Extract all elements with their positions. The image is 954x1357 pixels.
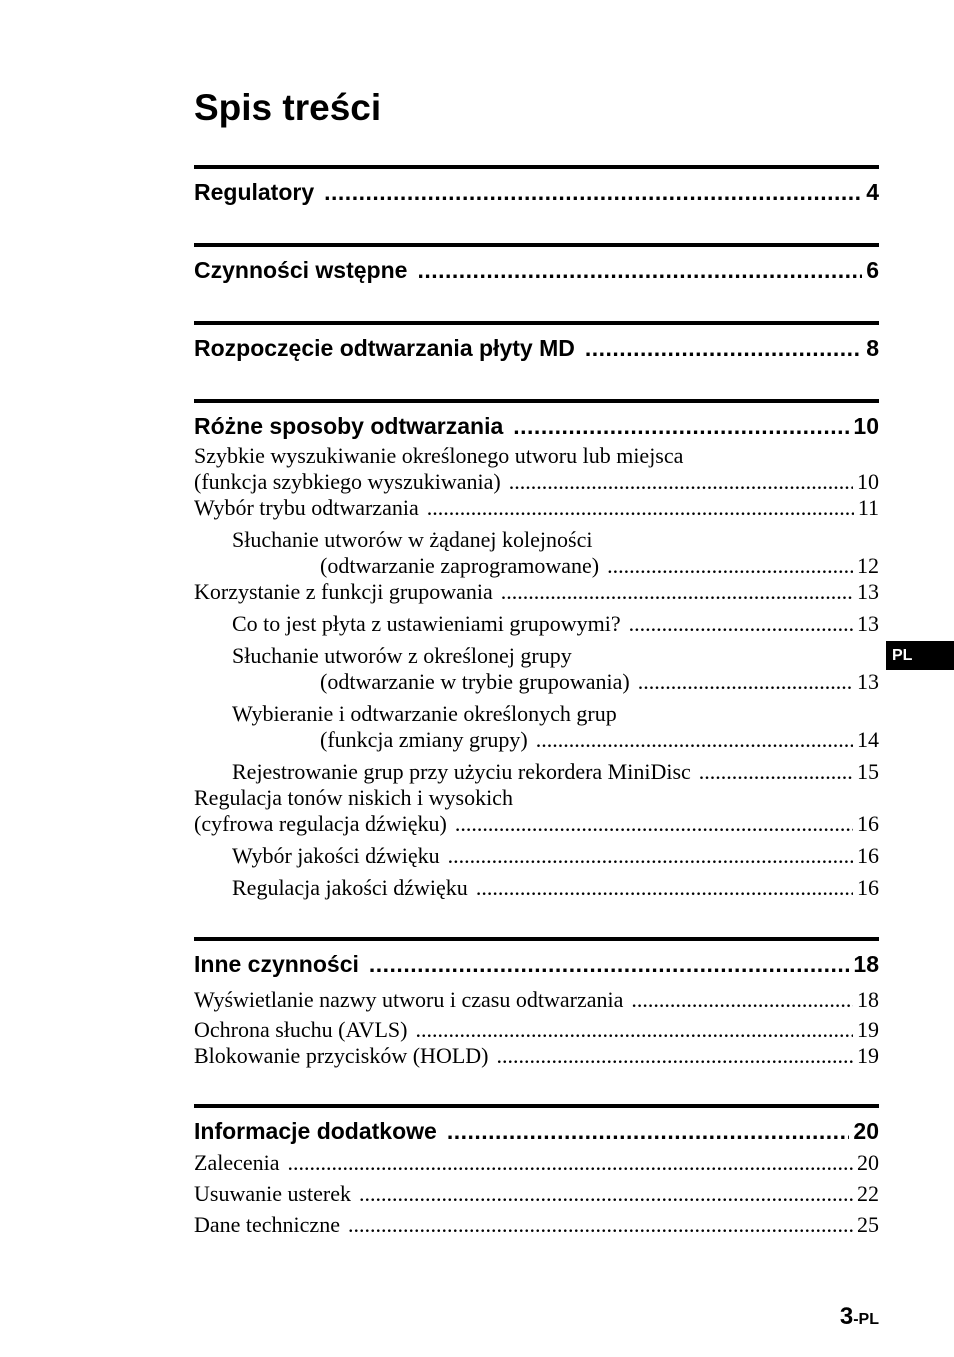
toc-entry-page: 19	[857, 1017, 879, 1042]
dot-leader	[513, 411, 849, 441]
toc-entry[interactable]	[194, 579, 879, 605]
dot-leader	[427, 495, 854, 521]
toc-entry-page: 25	[857, 1212, 879, 1237]
page-title: Spis treści	[194, 87, 382, 128]
toc-heading[interactable]	[194, 411, 879, 441]
toc-heading-page: 4	[866, 179, 879, 205]
toc-entry-text: (cyfrowa regulacja dźwięku)	[194, 811, 447, 836]
toc-heading-page: 10	[853, 413, 879, 439]
toc-section-rozpoczecie	[194, 321, 879, 363]
toc-entry-text: (funkcja szybkiego wyszukiwania)	[194, 469, 501, 494]
page-number-suffix: -PL	[853, 1311, 879, 1328]
dot-leader	[369, 949, 850, 979]
toc-section-regulatory	[194, 165, 879, 207]
toc-entry-text: (odtwarzanie zaprogramowane)	[320, 553, 600, 578]
toc-entry-text: Rejestrowanie grup przy użyciu rekordera MiniDisc	[232, 759, 691, 784]
toc-entry-text: Dane techniczne	[194, 1212, 340, 1237]
toc-entry[interactable]	[194, 759, 879, 785]
toc-entry-list	[194, 987, 879, 1069]
toc-heading[interactable]	[194, 255, 879, 285]
toc-entry-text: Wybór jakości dźwięku	[232, 843, 440, 868]
toc-entry-page: 20	[857, 1150, 879, 1175]
toc-heading-page: 6	[866, 257, 879, 283]
toc-heading[interactable]	[194, 1116, 879, 1146]
toc-entry-line	[194, 785, 879, 811]
toc-entry-page: 13	[857, 611, 879, 636]
toc-section-rozne-sposoby	[194, 399, 879, 901]
toc-section-czynnosci-wstepne	[194, 243, 879, 285]
dot-leader	[348, 1212, 853, 1238]
dot-leader	[497, 1043, 854, 1069]
language-tab: PL	[886, 641, 954, 670]
toc-entry-text: Słuchanie utworów z określonej grupy	[232, 643, 572, 668]
toc-entry-text: Co to jest płyta z ustawieniami grupowymi?	[232, 611, 621, 636]
dot-leader	[629, 611, 853, 637]
toc-section-informacje-dodatkowe	[194, 1104, 879, 1238]
toc-entry[interactable]	[194, 1212, 879, 1238]
toc-entry-text: Wybór trybu odtwarzania	[194, 495, 419, 520]
toc-heading-label: Regulatory	[194, 179, 315, 205]
toc-entry[interactable]	[194, 811, 879, 837]
toc-heading[interactable]	[194, 177, 879, 207]
dot-leader	[585, 333, 862, 363]
toc-entry-text: Regulacja tonów niskich i wysokich	[194, 785, 513, 810]
toc-entry-text: Szybkie wyszukiwanie określonego utworu lub miejsca	[194, 443, 684, 468]
section-divider	[194, 243, 879, 247]
section-divider	[194, 321, 879, 325]
toc-entry-page: 15	[857, 759, 879, 784]
dot-leader	[417, 255, 862, 285]
toc-heading-label: Rozpoczęcie odtwarzania płyty MD	[194, 335, 575, 361]
toc-entry-page: 13	[857, 669, 879, 694]
toc-entry-text: Wyświetlanie nazwy utworu i czasu odtwarzania	[194, 987, 624, 1012]
toc-entry[interactable]	[194, 875, 879, 901]
toc-entry-text: Słuchanie utworów w żądanej kolejności	[232, 527, 593, 552]
toc-entry-text: Zalecenia	[194, 1150, 280, 1175]
toc-entry-page: 16	[857, 811, 879, 836]
toc-entry-page: 10	[857, 469, 879, 494]
toc-entry-page: 12	[857, 553, 879, 578]
toc-entry-page: 19	[857, 1043, 879, 1068]
dot-leader	[476, 875, 853, 901]
toc-entry[interactable]	[194, 1150, 879, 1176]
toc-entry-page: 22	[857, 1181, 879, 1206]
toc-entry-text: Korzystanie z funkcji grupowania	[194, 579, 493, 604]
toc-entry[interactable]	[194, 843, 879, 869]
toc-entry[interactable]	[194, 1043, 879, 1069]
toc-entry-text: (funkcja zmiany grupy)	[320, 727, 528, 752]
page-number-value: 3	[839, 1303, 854, 1330]
dot-leader	[415, 1017, 853, 1043]
toc-section-inne-czynnosci	[194, 937, 879, 1069]
toc-entry-text: Usuwanie usterek	[194, 1181, 352, 1206]
toc-entry-line	[194, 443, 879, 469]
toc-entry[interactable]	[194, 469, 879, 495]
toc-heading-page: 8	[866, 335, 879, 361]
section-divider	[194, 937, 879, 941]
toc-entry[interactable]	[194, 669, 879, 695]
toc-entry-text: (odtwarzanie w trybie grupowania)	[320, 669, 630, 694]
dot-leader	[509, 469, 853, 495]
toc-heading-label: Różne sposoby odtwarzania	[194, 413, 504, 439]
dot-leader	[536, 727, 853, 753]
dot-leader	[631, 987, 853, 1013]
dot-leader	[359, 1181, 853, 1207]
dot-leader	[699, 759, 853, 785]
toc-entry-line	[194, 643, 879, 669]
toc-entry[interactable]	[194, 727, 879, 753]
toc-entry[interactable]	[194, 495, 879, 521]
toc-entry-text: Blokowanie przycisków (HOLD)	[194, 1043, 489, 1068]
dot-leader	[448, 843, 853, 869]
toc-entry[interactable]	[194, 987, 879, 1013]
toc-heading-page: 20	[853, 1118, 879, 1144]
toc-entry-list	[194, 443, 879, 901]
toc-entry-text: Wybieranie i odtwarzanie określonych grup	[232, 701, 617, 726]
section-divider	[194, 399, 879, 403]
toc-entry-line	[194, 701, 879, 727]
toc-entry-page: 11	[857, 495, 879, 520]
dot-leader	[455, 811, 853, 837]
page-number	[840, 1303, 879, 1331]
toc-entry-list	[194, 1150, 879, 1238]
section-divider	[194, 165, 879, 169]
toc-heading-label: Informacje dodatkowe	[194, 1118, 437, 1144]
toc-heading-label: Inne czynności	[194, 951, 359, 977]
toc-entry-page: 18	[857, 987, 879, 1012]
toc-entry-page: 14	[857, 727, 879, 752]
toc-heading-label: Czynności wstępne	[194, 257, 408, 283]
toc-entry-page: 16	[857, 843, 879, 868]
dot-leader	[288, 1150, 854, 1176]
toc-entry[interactable]	[194, 1017, 879, 1043]
dot-leader	[638, 669, 853, 695]
toc-entry-text: Regulacja jakości dźwięku	[232, 875, 468, 900]
toc-entry-text: Ochrona słuchu (AVLS)	[194, 1017, 408, 1042]
toc-entry-line	[194, 527, 879, 553]
toc-heading[interactable]	[194, 333, 879, 363]
toc-entry[interactable]	[194, 1181, 879, 1207]
toc-entry-page: 13	[857, 579, 879, 604]
dot-leader	[324, 177, 862, 207]
dot-leader	[607, 553, 853, 579]
dot-leader	[447, 1116, 850, 1146]
toc-entry[interactable]	[194, 553, 879, 579]
toc-heading-page: 18	[853, 951, 879, 977]
toc-entry-page: 16	[857, 875, 879, 900]
toc-entry[interactable]	[194, 611, 879, 637]
toc-heading[interactable]	[194, 949, 879, 979]
dot-leader	[501, 579, 853, 605]
section-divider	[194, 1104, 879, 1108]
